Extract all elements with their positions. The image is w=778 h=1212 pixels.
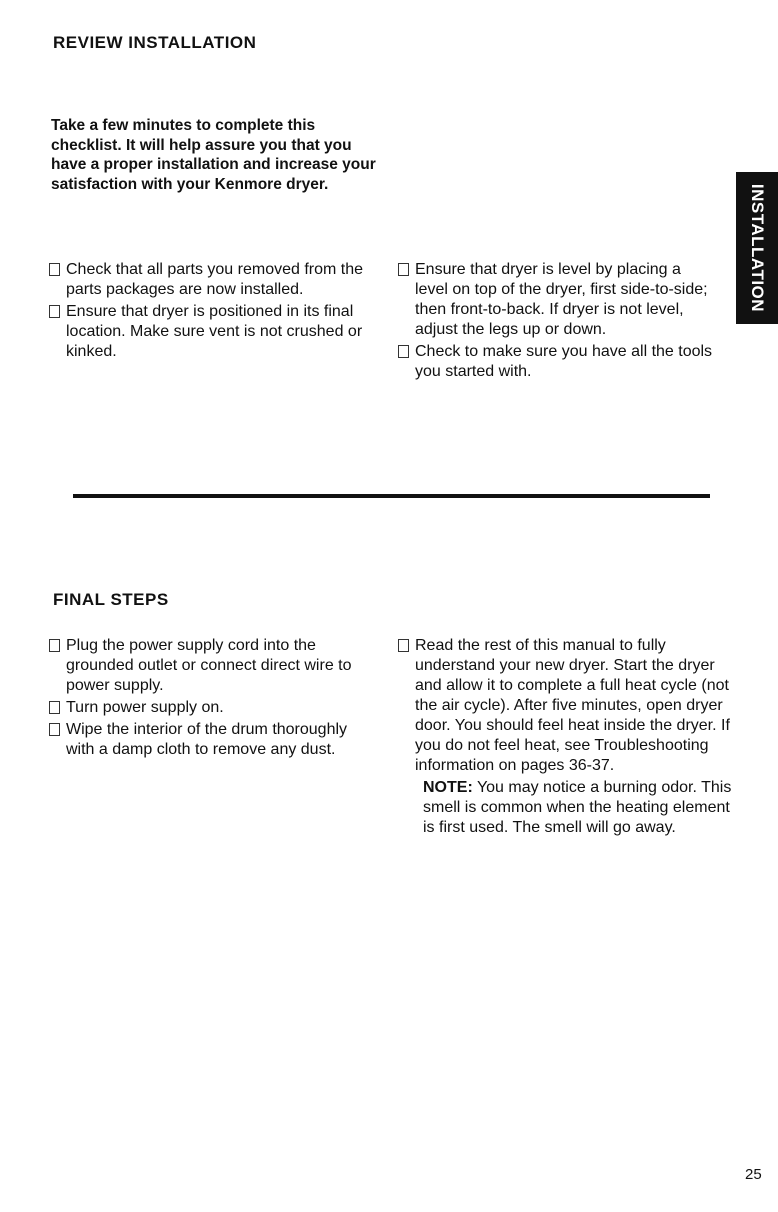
checklist-item: [49, 720, 367, 760]
checklist-item: [398, 636, 738, 776]
checkbox[interactable]: [49, 723, 60, 736]
checklist-item-text: Read the rest of this manual to fully understand your new dryer. Start the dryer and allow it to complete a full heat cycle (not the air cycle). After five minutes, open dryer door. You should feel heat inside the dryer. If you do not feel heat, see Troubleshooting information on pages 36-37.: [415, 637, 730, 774]
final-checklist-right: [398, 636, 738, 838]
checkbox[interactable]: [398, 639, 409, 652]
checklist-item-text: Wipe the interior of the drum thoroughly with a damp cloth to remove any dust.: [66, 721, 348, 758]
checklist-item: [398, 260, 718, 340]
page-number: 25: [745, 1166, 762, 1183]
checklist-item: [49, 636, 367, 696]
checklist-item-text: Ensure that dryer is positioned in its final location. Make sure vent is not crushed or kinked.: [66, 303, 363, 360]
note: [423, 778, 738, 838]
checklist-item-text: Check that all parts you removed from the parts packages are now installed.: [66, 261, 364, 298]
checklist-item-text: Turn power supply on.: [66, 699, 224, 716]
checkbox[interactable]: [49, 701, 60, 714]
note-label: NOTE:: [423, 779, 473, 796]
checklist-item-text: Plug the power supply cord into the grounded outlet or connect direct wire to power supply.: [66, 637, 352, 694]
final-checklist-left: [49, 636, 367, 762]
checklist-item-text: Ensure that dryer is level by placing a level on top of the dryer, first side-to-side; then front-to-back. If dryer is not level, adjust the legs up or down.: [415, 261, 708, 338]
section-divider: [73, 494, 710, 498]
checklist-item: [398, 342, 718, 382]
checklist-item-text: Check to make sure you have all the tools you started with.: [415, 343, 713, 380]
note-text: You may notice a burning odor. This smell is common when the heating element is first used. The smell will go away.: [423, 779, 732, 836]
review-installation-heading: REVIEW INSTALLATION: [53, 33, 257, 52]
checklist-item: [49, 260, 367, 300]
checkbox[interactable]: [49, 305, 60, 318]
checkbox[interactable]: [49, 263, 60, 276]
final-steps-heading: FINAL STEPS: [53, 590, 169, 609]
checkbox[interactable]: [49, 639, 60, 652]
side-tab: [736, 172, 778, 324]
side-tab-label: INSTALLATION: [748, 183, 768, 313]
checklist-item: [49, 698, 367, 718]
checkbox[interactable]: [398, 263, 409, 276]
checkbox[interactable]: [398, 345, 409, 358]
checklist-item: [49, 302, 367, 362]
intro-paragraph: Take a few minutes to complete this checklist. It will help assure you that you have a proper installation and increase your satisfaction with your Kenmore dryer.: [51, 117, 376, 193]
review-checklist-right: [398, 260, 718, 384]
review-checklist-left: [49, 260, 367, 364]
